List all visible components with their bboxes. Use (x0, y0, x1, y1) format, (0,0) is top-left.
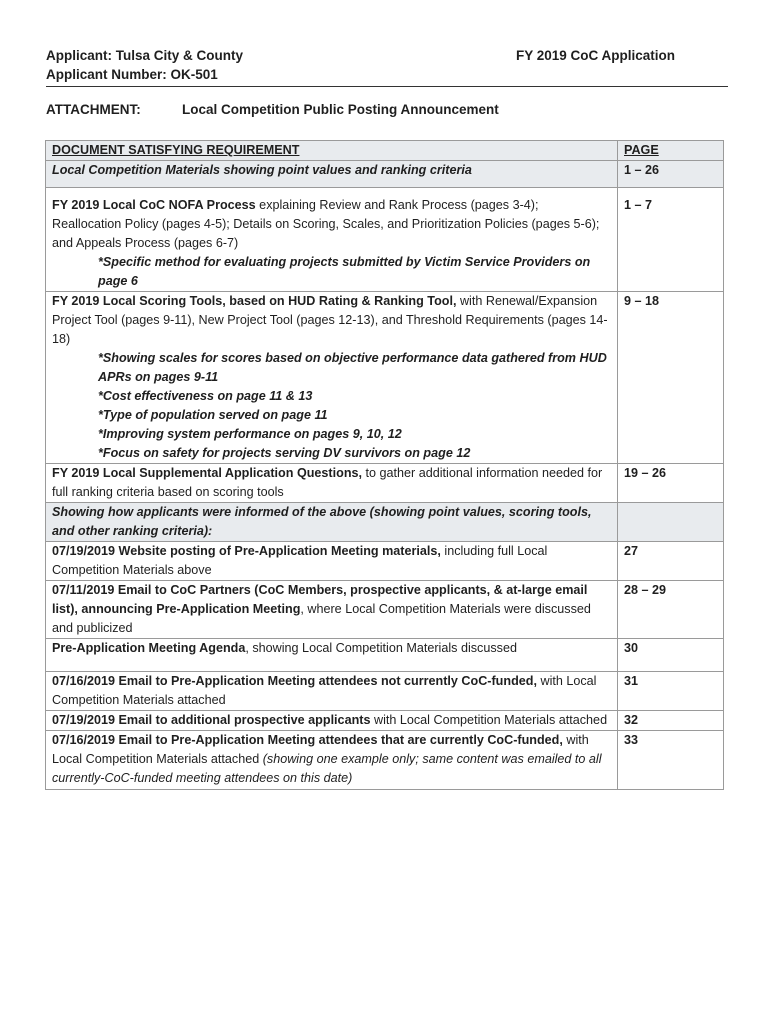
table-row (46, 672, 724, 711)
doc-title: 07/16/2019 Email to Pre-Application Meeting attendees not currently CoC-funded, (52, 674, 537, 688)
table-row (46, 711, 724, 731)
table-row (46, 464, 724, 503)
page-range: 33 (618, 731, 724, 790)
page-range: 1 – 26 (618, 161, 724, 188)
page-range: 28 – 29 (618, 581, 724, 639)
page-range: 27 (618, 542, 724, 581)
page-range: 30 (618, 639, 724, 672)
column-header-page: PAGE (618, 141, 724, 161)
table-row (46, 542, 724, 581)
doc-note: *Focus on safety for projects serving DV survivors on page 12 (98, 446, 471, 460)
doc-note: *Showing scales for scores based on objective performance data gathered from HUD APRs on pages 9-11 (98, 351, 607, 384)
doc-title: 07/16/2019 Email to Pre-Application Meeting attendees that are currently CoC-funded, (52, 733, 563, 747)
doc-title: FY 2019 Local Supplemental Application Questions, (52, 466, 363, 480)
doc-description: with Local Competition Materials attached (370, 713, 608, 727)
doc-description: explaining Review and Rank Process (pages 3-4); Reallocation Policy (pages 4-5); Details on Scoring, Scales, and Prioritization Policies (pages 5-6); and Appeals Process (pages 6-7) (52, 198, 600, 250)
table-row (46, 731, 724, 790)
section-title: Showing how applicants were informed of the above (showing point values, scoring tools, and other ranking criteria): (52, 505, 592, 538)
doc-note: *Specific method for evaluating projects submitted by Victim Service Providers on page 6 (98, 255, 591, 288)
page-range: 19 – 26 (618, 464, 724, 503)
doc-title: 07/19/2019 Website posting of Pre-Application Meeting materials, (52, 544, 441, 558)
table-row (46, 581, 724, 639)
page-range: 32 (618, 711, 724, 731)
doc-title: Pre-Application Meeting Agenda (52, 641, 246, 655)
doc-description: with Renewal/Expansion Project Tool (pages 9-11), New Project Tool (pages 12-13), and Threshold Requirements (pages 14-18) (52, 294, 608, 346)
attachment-label: ATTACHMENT: (46, 102, 141, 117)
table-header-row (46, 141, 724, 161)
doc-description: , showing Local Competition Materials discussed (245, 641, 517, 655)
doc-description: with Local Competition Materials attached (52, 674, 597, 707)
doc-description: with Local Competition Materials attached (52, 733, 589, 766)
table-row (46, 188, 724, 292)
page-header (46, 46, 728, 87)
requirements-table (45, 140, 724, 790)
table-row (46, 292, 724, 464)
doc-description: to gather additional information needed for full ranking criteria based on scoring tools (52, 466, 603, 499)
page-range: 31 (618, 672, 724, 711)
applicant-number: Applicant Number: OK-501 (46, 67, 218, 82)
page-range: 9 – 18 (618, 292, 724, 464)
doc-title: 07/19/2019 Email to additional prospective applicants (52, 713, 371, 727)
section-row-materials (46, 161, 724, 188)
doc-title: FY 2019 Local Scoring Tools, based on HUD Rating & Ranking Tool, (52, 294, 457, 308)
doc-title: 07/11/2019 Email to CoC Partners (CoC Members, prospective applicants, & at-large email list), announcing Pre-Application Meeting (52, 583, 588, 616)
table-row (46, 639, 724, 672)
doc-note: *Type of population served on page 11 (98, 408, 328, 422)
doc-note: *Cost effectiveness on page 11 & 13 (98, 389, 313, 403)
column-header-document: DOCUMENT SATISFYING REQUIREMENT (46, 141, 618, 161)
doc-title: FY 2019 Local CoC NOFA Process (52, 198, 256, 212)
page-range: 1 – 7 (618, 188, 724, 292)
attachment-title: Local Competition Public Posting Announcement (182, 102, 499, 117)
section-title: Local Competition Materials showing point values and ranking criteria (52, 163, 472, 177)
section-row-notification (46, 503, 724, 542)
doc-description: including full Local Competition Materials above (52, 544, 548, 577)
application-title: FY 2019 CoC Application (516, 48, 676, 63)
doc-description: , where Local Competition Materials were discussed and publicized (52, 602, 591, 635)
applicant-name: Applicant: Tulsa City & County (46, 48, 244, 63)
doc-note: (showing one example only; same content was emailed to all currently-CoC-funded meeting attendees on this date) (52, 752, 602, 785)
doc-note: *Improving system performance on pages 9, 10, 12 (98, 427, 402, 441)
